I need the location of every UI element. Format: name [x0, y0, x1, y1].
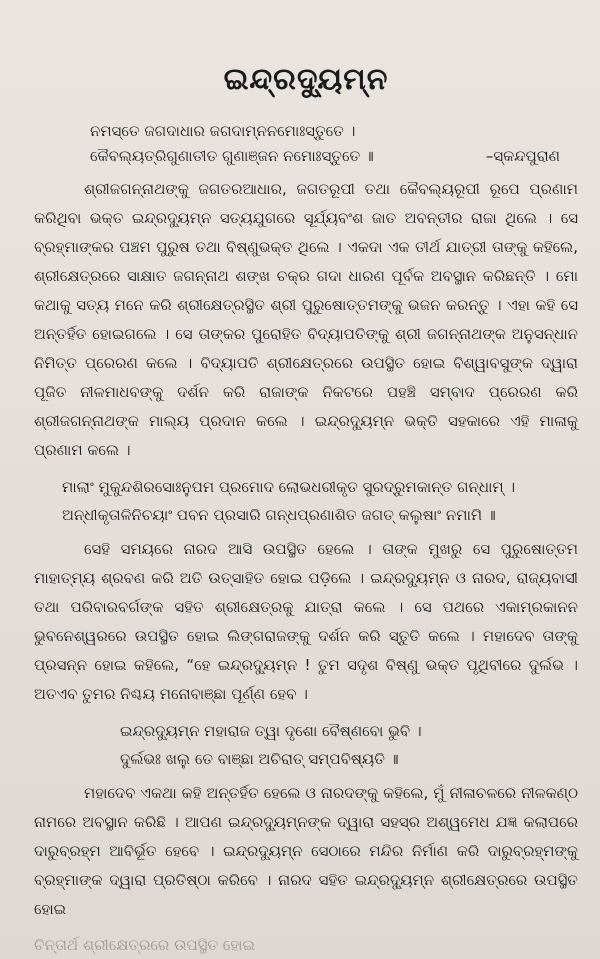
- shloka-1-line-2: ଅନ୍ଧୀକୃତାଳିନିଚୟାଂ ପବନ ପ୍ରସାରି ଗନ୍ଧପ୍ରଣାଶିତ ଜଗତ୍ କଲୁଷାଂ ନମାମି ॥: [62, 506, 496, 524]
- opening-verse-line-2-row: [34, 144, 578, 169]
- shloka-1-line-1: ମାଲାଂ ମୁକୁନ୍ଦଶିରସୋଃନୁପମ ପ୍ରମୋଦ ଲୋଭଧରୀକୃତ ସୁରଦ୍ରୁମକାନ୍ତ ଗନ୍ଧାମ୍ ।: [62, 478, 516, 496]
- bleed-through-text: ଚିନ୍ତାର୍ଥ ଶ୍ରୀକ୍ଷେତ୍ରରେ ଉପସ୍ଥିତ ହୋଇ: [34, 936, 255, 954]
- opening-verse-line-2: କୈବଲ୍ୟତ୍ରିଗୁଣାତୀତ ଗୁଣାଞ୍ଜନ ନମୋଃସ୍ତୁତେ ॥: [90, 147, 374, 165]
- shloka-2-line-2: ଦୁର୍ଲଭଃ ଖଲୁ ତେ ବାଞ୍ଛା ଅଚିରାତ୍ ସମ୍ପବିଷ୍ୟତି ॥: [120, 750, 399, 768]
- page-title: ଇନ୍ଦ୍ରଦ୍ୟୁମ୍ନ: [223, 62, 389, 97]
- shloka-2: [34, 717, 578, 773]
- shloka-2-line-1: ଇନ୍ଦ୍ରଦ୍ୟୁମ୍ନ ମହାରାଜ ତ୍ୱା ଦୃଶୋ ବୈଷ୍ଣବୋ ଭୁବି ।: [120, 722, 422, 740]
- opening-verse: [34, 119, 578, 169]
- paragraph-1: ଶ୍ରୀଜଗନ୍ନାଥଙ୍କୁ ଜଗତରଆଧାର, ଜଗତରୂପୀ ତଥା କୈବଲ୍ୟରୂପୀ ରୂପେ ପ୍ରଣାମ କରିଥିବା ଭକ୍ତ ଇନ୍ଦ୍ରଦ୍ୟୁମ୍ନ ସତ୍ୟଯୁଗରେ ସୂର୍ଯ୍ୟବଂଶ ଜାତ ଅବନ୍ତୀର ରାଜା ଥିଲେ । ସେ ବ୍ରହ୍ମାଙ୍କର ପଞ୍ଚମ ପୁରୁଷ ତଥା ବିଷ୍ଣୁଭକ୍ତ ଥିଲେ । ଏକଦା ଏକ ତୀର୍ଥ ଯାତ୍ରୀ ତାଙ୍କୁ କହିଲେ, ଶ୍ରୀକ୍ଷେତ୍ରରେ ସାକ୍ଷାତ ଜଗନ୍ନାଥ ଶଙ୍ଖ ଚକ୍ର ଗଦା ଧାରଣ ପୂର୍ବକ ଅବସ୍ଥାନ କରିଛନ୍ତି । ମୋ କଥାକୁ ସତ୍ୟ ମନେ କରି ଶ୍ରୀକ୍ଷେତ୍ରସ୍ଥିତ ଶ୍ରୀ ପୁରୁଷୋତ୍ତମଙ୍କୁ ଭଜନ କରନ୍ତୁ । ଏହା କହି ସେ ଅନ୍ତର୍ହିତ ହୋଇଗଲେ । ସେ ତାଙ୍କର ପୁରୋହିତ ବିଦ୍ୟାପତିଙ୍କୁ ଶ୍ରୀ ଜଗନ୍ନାଥଙ୍କ ଅନୁସନ୍ଧାନ ନିମିତ୍ତ ପ୍ରେରଣ କଲେ । ବିଦ୍ୟାପତି ଶ୍ରୀକ୍ଷେତ୍ରରେ ଉପସ୍ଥିତ ହୋଇ ବିଶ୍ୱାବସୁଙ୍କ ଦ୍ୱାରା ପୂଜିତ ନୀଳମାଧବଙ୍କୁ ଦର୍ଶନ କରି ରାଜାଙ୍କ ନିକଟରେ ପହଞ୍ଚି ସମ୍ବାଦ ପ୍ରେରଣ କରି ଶ୍ରୀଜଗନ୍ନାଥଙ୍କ ମାଲ୍ୟ ପ୍ରଦାନ କଲେ । ଇନ୍ଦ୍ରଦ୍ୟୁମ୍ନ ଭକ୍ତି ସହକାରେ ଏହି ମାଳାକୁ ପ୍ରଣାମ କଲେ ।: [34, 180, 578, 459]
- verse-source: –ସ୍କନ୍ଦପୁରାଣ: [485, 147, 560, 165]
- paragraph-2: ସେହି ସମୟରେ ନାରଦ ଆସି ଉପସ୍ଥିତ ହେଲେ । ତାଙ୍କ ମୁଖରୁ ସେ ପୁରୁଷୋତ୍ତମ ମାହାତ୍ମ୍ୟ ଶ୍ରବଣ କରି ଅତି ଉତ୍ସାହିତ ହୋଇ ପଡ଼ିଲେ । ଇନ୍ଦ୍ରଦ୍ୟୁମ୍ନ ଓ ନାରଦ, ରାଜ୍ୟବାସୀ ତଥା ପରିବାରବର୍ଗଙ୍କ ସହିତ ଶ୍ରୀକ୍ଷେତ୍ରକୁ ଯାତ୍ରା କଲେ । ସେ ପଥରେ ଏକାମ୍ରକାନନ ଭୁବନେଶ୍ୱରରେ ଉପସ୍ଥିତ ହୋଇ ଲିଙ୍ଗରାଜଙ୍କୁ ଦର୍ଶନ କରି ସ୍ତୁତି କଲେ । ମହାଦେବ ତାଙ୍କୁ ପ୍ରସନ୍ନ ହୋଇ କହିଲେ, “ହେ ଇନ୍ଦ୍ରଦ୍ୟୁମ୍ନ ! ତୁମ ସଦୃଶ ବିଷ୍ଣୁ ଭକ୍ତ ପୃଥିବୀରେ ଦୁର୍ଲଭ । ଅତଏବ ତୁମର ନିଶ୍ଚୟ ମନୋବାଞ୍ଛା ପୂର୍ଣ୍ଣ ହେବ ।: [34, 540, 578, 703]
- opening-verse-line-1: ନମସ୍ତେ ଜଗଦାଧାର ଜଗଦାମ୍ନନମୋଃସ୍ତୁତେ ।: [90, 122, 356, 140]
- shloka-1: [34, 473, 578, 529]
- paragraph-3: ମହାଦେବ ଏକଥା କହି ଅନ୍ତର୍ହିତ ହେଲେ ଓ ନାରଦଙ୍କୁ କହିଲେ, ମୁଁ ନୀଳାଚଳରେ ନୀଳକଣ୍ଠ ନାମରେ ଅବସ୍ଥାନ କରିଛି । ଆପଣ ଇନ୍ଦ୍ରଦ୍ୟୁମ୍ନଙ୍କ ଦ୍ୱାରା ସହସ୍ର ଅଶ୍ୱମେଧ ଯଜ୍ଞ କଲାପରେ ଦାରୁବ୍ରହ୍ମ ଆବିର୍ଭୂତ ହେବେ । ଇନ୍ଦ୍ରଦ୍ୟୁମ୍ନ ସେଠାରେ ମନ୍ଦିର ନିର୍ମାଣ କରି ଦାରୁବ୍ରହ୍ମଙ୍କୁ ବ୍ରହ୍ମାଙ୍କ ଦ୍ୱାରା ପ୍ରତିଷ୍ଠା କରିବେ । ନାରଦ ସହିତ ଇନ୍ଦ୍ରଦ୍ୟୁମ୍ନ ଶ୍ରୀକ୍ଷେତ୍ରରେ ଉପସ୍ଥିତ ହୋଇ: [34, 784, 578, 918]
